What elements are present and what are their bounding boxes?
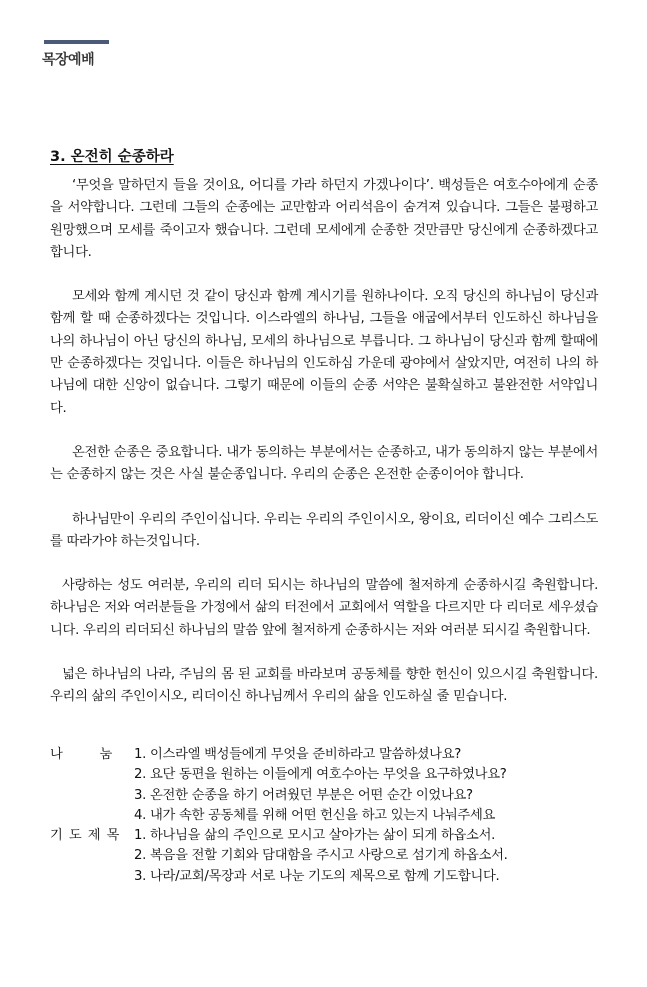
sharing-question-1: 1. 이스라엘 백성들에게 무엇을 준비하라고 말씀하셨나요?: [134, 747, 462, 762]
prayer-row-1: [50, 826, 610, 846]
prayer-item-1: 1. 하나님을 삶의 주인으로 모시고 살아가는 삶이 되게 하옵소서.: [134, 828, 496, 844]
header-accent-bar: [44, 40, 109, 44]
sharing-row-3: [50, 786, 610, 806]
sharing-row-2: [50, 765, 610, 785]
sermon-body: [50, 175, 598, 731]
paragraph-6: 넓은 하나님의 나라, 주님의 몸 된 교회를 바라보며 공동체를 향한 헌신이 있으시길 축원합니다. 우리의 삶의 주인이시오, 리더이신 하나님께서 우리의 삶을 인도하실 줄 믿습니다.: [50, 667, 598, 705]
sharing-question-2: 2. 요단 동편을 원하는 이들에게 여호수아는 무엇을 요구하였나요?: [134, 767, 507, 783]
paragraph-4: 하나님만이 우리의 주인이십니다. 우리는 우리의 주인이시오, 왕이요, 리더이신 예수 그리스도를 따라가야 하는것입니다.: [50, 511, 598, 549]
sharing-row-1: [50, 745, 610, 765]
prayer-row-2: [50, 846, 610, 866]
prayer-row-3: [50, 867, 610, 887]
paragraph-3: 온전한 순종은 중요합니다. 내가 동의하는 부분에서는 순종하고, 내가 동의하지 않는 부분에서는 순종하지 않는 것은 사실 불순종입니다. 우리의 순종은 온전한 순종이어야 합니다.: [50, 444, 598, 483]
paragraph-1: ‘무엇을 말하던지 들을 것이요, 어디를 가라 하던지 가겠나이다’. 백성들은 여호수아에게 순종을 서약합니다. 그런데 그들의 순종에는 교만함과 어리석음이 숨겨져 있습니다. 그들은 불평하고 원망했으며 모세를 죽이고자 했습니다. 그런데 모세에게 순종한 것만큼만 당신에게 순종하겠다고 합니다.: [50, 178, 598, 260]
prayer-label: 기도제목: [50, 828, 126, 844]
paragraph-5: 사랑하는 성도 여러분, 우리의 리더 되시는 하나님의 말씀에 철저하게 순종하시길 축원합니다. 하나님은 저와 여러분들을 가정에서 삶의 터전에서 교회에서 역할을 다르지만 다 리더로 세우셨습니다. 우리의 리더되신 하나님의 말씀 앞에 철저하게 순종하시는 저와 여러분 되시길 축원합니다.: [50, 578, 598, 638]
prayer-item-2: 2. 복음을 전할 기회와 담대함을 주시고 사랑으로 섬기게 하옵소서.: [134, 848, 508, 864]
sharing-row-4: [50, 806, 610, 826]
section-title: 3. 온전히 순종하라: [50, 149, 174, 165]
page-header-title: 목장예배: [42, 52, 95, 68]
sharing-label: 나 눔: [50, 747, 112, 762]
sharing-question-3: 3. 온전한 순종을 하기 어려웠던 부분은 어떤 순간 이었나요?: [134, 787, 473, 803]
sharing-question-4: 4. 내가 속한 공동체를 위해 어떤 헌신을 하고 있는지 나눠주세요: [134, 807, 496, 823]
discussion-section: [50, 745, 610, 887]
paragraph-2: 모세와 함께 계시던 것 같이 당신과 함께 계시기를 원하나이다. 오직 당신의 하나님이 당신과 함께 할 때 순종하겠다는 것입니다. 이스라엘의 하나님, 그들을 애굽에서부터 인도하신 하나님을 나의 하나님이 아닌 당신의 하나님, 모세의 하나님으로 부릅니다. 그 하나님이 당신과 함께 할때에만 순종하겠다는 것입니다. 이들은 하나님의 인도하심 가운데 광야에서 살았지만, 여전히 나의 하나님에 대한 신앙이 없습니다. 그렇기 때문에 이들의 순종 서약은 불확실하고 불완전한 서약입니다.: [50, 289, 598, 416]
prayer-item-3: 3. 나라/교회/목장과 서로 나눈 기도의 제목으로 함께 기도합니다.: [134, 868, 500, 884]
